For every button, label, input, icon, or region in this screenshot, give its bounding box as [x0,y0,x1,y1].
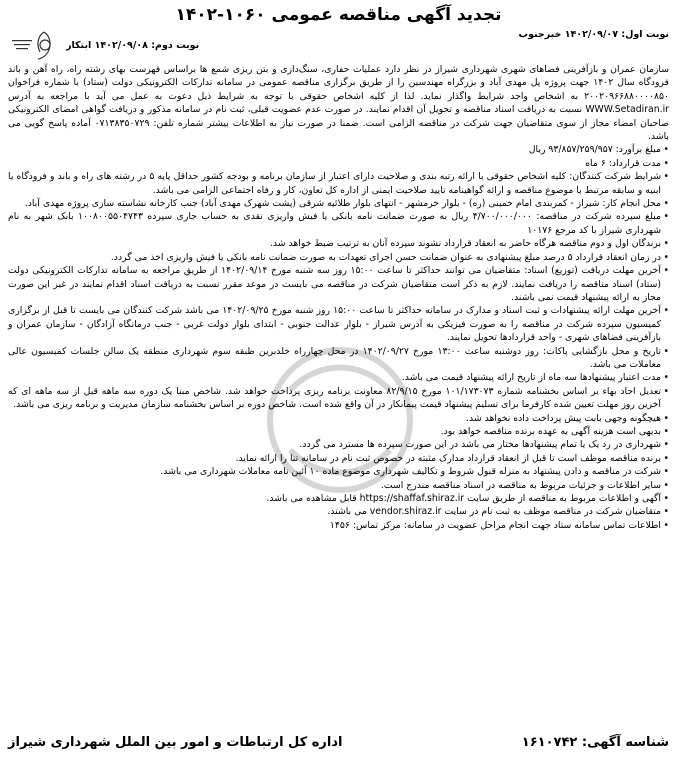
condition-item: • محل انجام کار: شیراز - کمربندی امام خمینی (ره) - بلوار خرمشهر - انتهای بلوار طلائیه شرقی (پشت شهرک مهدی آباد) جنب کارخانه نشاسته سازی پروژه مهدی آباد. [8,197,669,210]
shiraz-municipality-logo-icon [8,28,60,62]
condition-item: • آخرین مهلت ارائه پیشنهادات و ثبت اسناد و مدارک در سامانه حداکثر تا ساعت ۱۵:۰۰ روز شنبه مورخ ۱۴۰۲/۰۹/۲۵ می باشد شرکت کنندگان می بایست تا قبل از برگزاری کمیسیون سپرده شرکت در مناقصه را به صورت فیزیکی به آدرس شیراز - بلوار عدالت جنوبی - ابتدای بلوار دولت غربی - جنب درمانگاه آزادگان - سازمان عمران و بازآفرینی فضاهای شهری - واحد قراردادها تحویل نمایند. [8,304,669,344]
header-left [8,28,199,62]
condition-item: • تعدیل احاد بهاء بر اساس بخشنامه شماره ۱۰۱/۱۷۳۰۷۳ مورخ ۸۲/۹/۱۵ معاونت برنامه ریزی پرداخت خواهد شد. شاخص مبنا یک دوره سه ماهه قبل از سه ماهه ای که آخرین روز مهلت تعیین شده کارفرما برای تسلیم پیشنهاد قیمت پیمانکار در آن واقع شده است. شاخص دوره بر اساس بخشنامه سازمان مدیریت و برنامه ریزی می باشد. [8,385,669,412]
publish-info-row [8,28,669,62]
condition-item: • مبلغ برآورد: ۹۳/۸۵۷/۲۵۹/۹۵۷ ریال [8,143,669,156]
condition-item: • سایر اطلاعات و جزئیات مربوط به مناقصه در اسناد مناقصه مندرج است. [8,479,669,492]
condition-item: • بدیهی است هزینه آگهی به عهده برنده مناقصه خواهد بود. [8,425,669,438]
condition-item: • آخرین مهلت دریافت (توزیع) اسناد: متقاضیان می توانند حداکثر تا ساعت ۱۵:۰۰ روز سه شنبه مورخ ۱۴۰۲/۰۹/۱۴ از طریق مراجعه به سامانه تدارکات الکترونیکی دولت (ستاد) اسناد مناقصه را دریافت نمایند. لازم به ذکر است متقاضیان شرکت در مناقصه می بایست در موعد مقرر نسبت به دریافت اسناد اقدام نمایند در غیر این صورت مجاز به ارائه پیشنهاد قیمت نمی باشند. [8,264,669,304]
second-publish: نوبت دوم: ۱۴۰۲/۰۹/۰۸ ابتکار [66,39,200,51]
condition-item: • تاریخ و محل بازگشایی پاکات: روز دوشنبه ساعت ۱۳:۰۰ مورخ ۱۴۰۲/۰۹/۲۷ در محل چهارراه خلدبرین طبقه سوم شهرداری منطقه یک سالن جلسات کمیسیون عالی معاملات می باشد. [8,345,669,372]
notice-title: تجدید آگهی مناقصه عمومی ۱۰۶۰-۱۴۰۲ [175,5,502,25]
condition-item: • هیچگونه وجهی بابت پیش پرداخت داده نخواهد شد. [8,412,669,425]
condition-item: • شرکت در مناقصه و دادن پیشنهاد به منزله قبول شروط و تکالیف شهرداری موضوع ماده ۱۰ آئین نامه معاملات شهرداری می باشد. [8,465,669,478]
condition-item: • برندگان اول و دوم مناقصه هرگاه حاضر به انعقاد قرارداد نشوند سپرده آنان به ترتیب ضبط خواهد شد. [8,237,669,250]
department-name: اداره کل ارتباطات و امور بین الملل شهرداری شیراز [8,735,343,750]
notice-footer [8,735,669,750]
condition-item: • برنده مناقصه موظف است تا قبل از انعقاد قرارداد مدارک مثبته در خصوص ثبت نام در سامانه تنا را ارائه نماید. [8,452,669,465]
condition-item: • آگهی و اطلاعات مربوط به مناقصه از طریق سایت https://shaffaf.shiraz.ir قابل مشاهده می باشد. [8,492,669,505]
condition-item: • متقاضیان شرکت در مناقصه موظف به ثبت نام در سایت vendor.shiraz.ir می باشند. [8,505,669,518]
condition-item: • شهرداری در رد یک یا تمام پیشنهادها مختار می باشد در این صورت سپرده ها مسترد می گردد. [8,438,669,451]
condition-item: • در زمان انعقاد قرارداد ۵ درصد مبلغ پیشنهادی به عنوان ضمانت حسن اجرای تعهدات به صورت ضمانت نامه بانکی یا فیش واریزی اخذ می گردد. [8,251,669,264]
condition-item: • شرایط شرکت کنندگان: کلیه اشخاص حقوقی با ارائه رتبه بندی و صلاحیت دارای اعتبار از سازمان برنامه و بودجه کشور حداقل پایه ۵ در رشته های راه و باند و فرودگاه یا ابنیه و سابقه مرتبط با موضوع مناقصه و ارائه گواهینامه تایید صلاحیت ایمنی از اداره کل تعاون، کار و رفاه اجتماعی الزامی می باشد. [8,170,669,197]
condition-item: • مدت قرارداد: ۶ ماه [8,157,669,170]
condition-item: • مدت اعتبار پیشنهادها سه ماه از تاریخ ارائه پیشنهاد قیمت می باشد. [8,371,669,384]
first-publish: نوبت اول: ۱۴۰۲/۰۹/۰۷ خبرجنوب [518,29,669,40]
condition-item: • اطلاعات تماس سامانه ستاد جهت انجام مراحل عضویت در سامانه: مرکز تماس: ۱۴۵۶ [8,519,669,532]
ad-id: شناسه آگهی: ۱۶۱۰۷۴۲ [521,735,669,750]
intro-paragraph: سازمان عمران و بازآفرینی فضاهای شهری شهرداری شیراز در نظر دارد عملیات حفاری، سنگ‌دازی و بتن ریزی شمع ها براساس فهرست بهای رشته راه، راه آهن و باند فرودگاه سال ۱۴۰۲ جهت پروژه پل مهدی آباد و بزرگراه مهندسین را از طریق برگزاری مناقصه عمومی در سامانه تدارکات الکترونیکی دولت (ستاد) با شماره فراخوان ۲۰۰۲۰۹۶۶۸۸۰۰۰۰۸۵۰ به اشخاص واجد شرایط واگذار نماید. لذا از کلیه اشخاص حقوقی با توجه به شرایط ذیل دعوت به عمل می آید با مراجعه به آدرس WWW.Setadiran.ir نسبت به دریافت اسناد مناقصه و تحویل آن اقدام نمایند. در صورت عدم عضویت قبلی، ثبت نام در سامانه مذکور و دریافت گواهی امضای الکترونیکی صاحبان امضاء مجاز از سوی متقاضیان جهت شرکت در مناقصه الزامی است. ضمنا در صورت نیاز به اطلاعات بیشتر شماره تلفن: ۰۷۱۳۸۳۵۰۷۲۹ آماده پاسخ گویی می باشد. [8,64,670,143]
condition-item: • مبلغ سپرده شرکت در مناقصه: ۴/۷۰۰/۰۰۰/۰۰۰ ریال به صورت ضمانت نامه بانکی یا فیش واریزی نقدی به حساب جاری سپرده ۱۰۰۸۰۰۵۵۰۴۷۴۳ بانک شهر به نام شهرداری شیراز با کد مرجع ۱۰۱۷۶ [8,210,669,237]
conditions-list [8,143,669,532]
notice-body [8,63,669,532]
